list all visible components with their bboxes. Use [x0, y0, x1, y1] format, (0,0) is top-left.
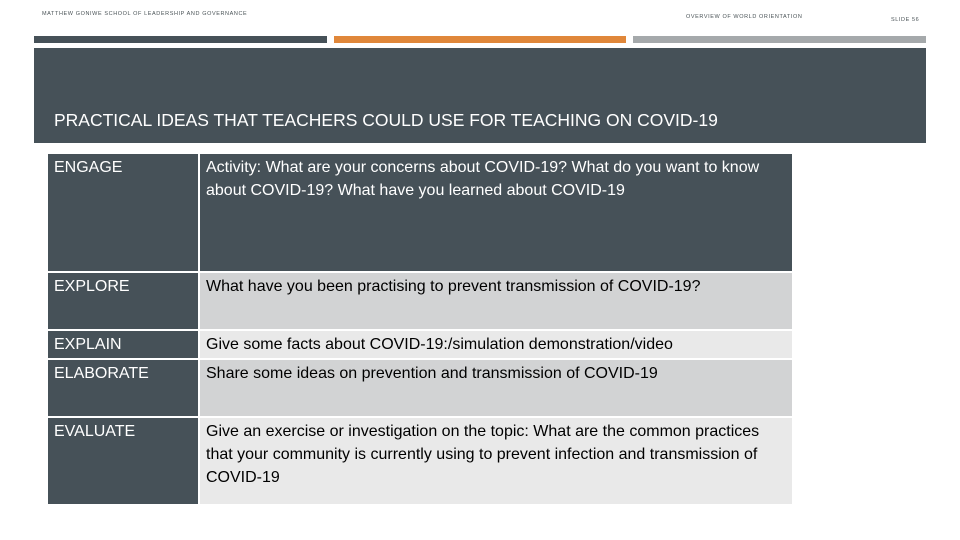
- header-section-title: OVERVIEW OF WORLD ORIENTATION: [686, 14, 803, 20]
- phase-cell: ENGAGE: [47, 153, 199, 272]
- table-row: [47, 330, 793, 359]
- description-cell: Share some ideas on prevention and transmission of COVID-19: [199, 359, 793, 417]
- table-row: [47, 359, 793, 417]
- title-banner: [34, 48, 926, 143]
- phase-cell: ELABORATE: [47, 359, 199, 417]
- lesson-phases-table: [46, 152, 794, 506]
- phase-cell: EVALUATE: [47, 417, 199, 505]
- table-row: [47, 153, 793, 272]
- slide-title: PRACTICAL IDEAS THAT TEACHERS COULD USE FOR TEACHING ON COVID-19: [54, 110, 718, 130]
- slide-number: SLIDE 56: [891, 17, 920, 23]
- phase-cell: EXPLAIN: [47, 330, 199, 359]
- accent-bar-dark: [34, 36, 327, 43]
- phase-cell: EXPLORE: [47, 272, 199, 330]
- description-cell: Activity: What are your concerns about COVID-19? What do you want to know about COVID-19? What have you learned about COVID-19: [199, 153, 793, 272]
- accent-bar-orange: [334, 36, 626, 43]
- header-school-name: MATTHEW GONIWE SCHOOL OF LEADERSHIP AND GOVERNANCE: [42, 11, 248, 17]
- table-row: [47, 417, 793, 505]
- description-cell: Give some facts about COVID-19:/simulation demonstration/video: [199, 330, 793, 359]
- description-cell: Give an exercise or investigation on the topic: What are the common practices that your community is currently using to prevent infection and transmission of COVID-19: [199, 417, 793, 505]
- accent-bar-gray: [633, 36, 926, 43]
- description-cell: What have you been practising to prevent transmission of COVID-19?: [199, 272, 793, 330]
- table-row: [47, 272, 793, 330]
